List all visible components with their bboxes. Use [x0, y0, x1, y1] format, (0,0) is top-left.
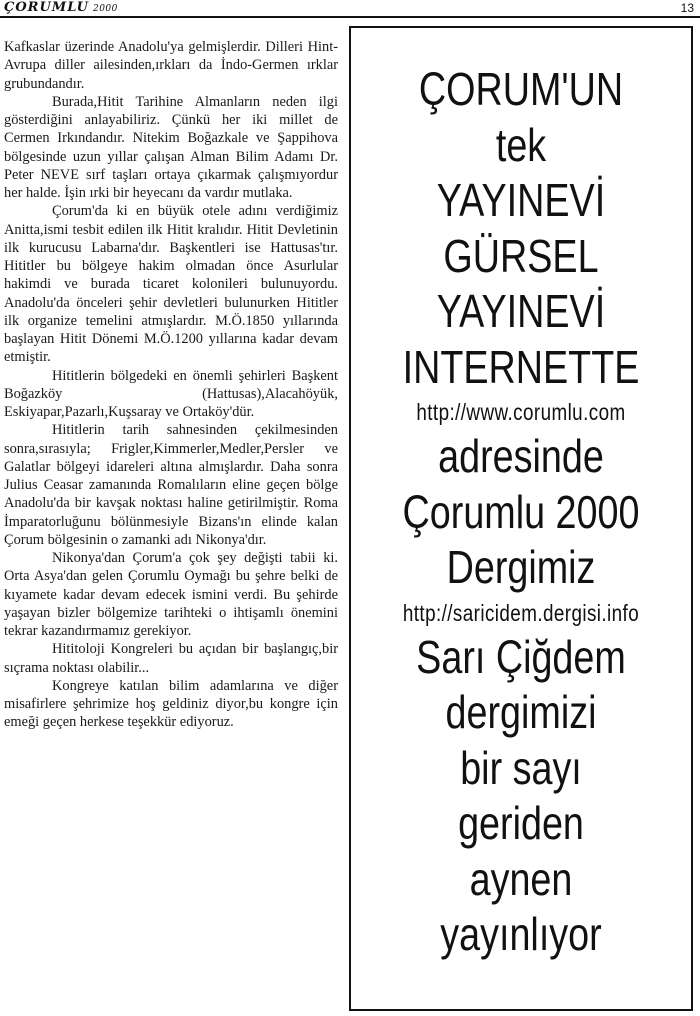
advert-line: adresinde — [438, 430, 604, 482]
advert-content — [351, 62, 691, 963]
article-paragraph: Kongreye katılan bilim adamlarına ve diğer misafirlere şehrimize hoş geldiniz diyor,bu kongre için emeği geçen herkese teşekkür ediyoruz. — [4, 677, 338, 731]
page-number: 13 — [680, 1, 694, 15]
advert-line: tek — [495, 118, 547, 171]
advert-heading: ÇORUM'UN — [418, 63, 624, 115]
advert-url-saricidem: http://saricidem.dergisi.info — [402, 599, 640, 626]
advert-line: YAYINEVİ — [436, 285, 606, 337]
advert-line: YAYINEVİ — [436, 174, 606, 226]
article-paragraph: Çorum'da ki en büyük otele adını verdiğimiz Anitta,ismi tesbit edilen ilk Hitit kralıdır. Hitit Devletinin ilk kurucusu Labarna'dır. Başkentleri ise Hattusas'tır. Hititler bu bölgeye hakim olmadan önce Asurlular hakimdi ve burada ticaret kolonileri bulunuyordu. Anadolu'da önceleri şehir devletleri bulunurken Hititler ilk organize temelini atmışlardır. M.Ö.1850 yıllarında başlayan Hitit Dönemi M.Ö.1200 yıllarına kadar devam etmiştir. — [4, 203, 338, 366]
magazine-year: 2000 — [92, 4, 118, 14]
advert-line: Çorumlu 2000 — [402, 485, 640, 538]
article-paragraph: Burada,Hitit Tarihine Almanların neden ilgi gösterdiğini anlayabiliriz. Çünkü her iki millet de Cermen Irkındandır. Nitekim Boğazkale ve Şappihova bölgesinde uzun yıllar çalışan Alman Bilim Adamı Dr. Peter NEVE sırf taşları ortaya çıkarmak çalışmıyordur her halde. İşin ırki bir heyecanı da vardır mutlaka. — [4, 93, 338, 201]
advert-line: dergimizi — [445, 686, 597, 738]
advert-url-corumlu: http://www.corumlu.com — [416, 399, 626, 425]
advert-line: Dergimiz — [446, 541, 596, 593]
advert-line: GÜRSEL — [443, 229, 599, 282]
advert-line: INTERNETTE — [402, 340, 640, 393]
article-paragraph: Nikonya'dan Çorum'a çok şey değişti tabii ki. Orta Asya'dan gelen Çorumlu Oymağı bu şehre belki de kıyamete kadar devam edecek ismini verdi. Bu şehirde yaşayan bizler bölgemize tarihteki o ihtişamlı önemini tekrar kazandırmamız gerekiyor. — [4, 550, 338, 639]
article-paragraph: Hititoloji Kongreleri bu açıdan bir başlangıç,bir sıçrama noktası olabilir... — [4, 641, 338, 676]
advert-line: yayınlıyor — [440, 908, 602, 960]
header-divider — [0, 16, 700, 18]
page-header — [0, 0, 700, 20]
advert-box — [349, 26, 693, 1011]
advert-line: geriden — [458, 797, 584, 849]
advert-line: Sarı Çiğdem — [416, 630, 626, 683]
magazine-title: ÇORUMLU 2000 — [4, 0, 118, 15]
article-column — [4, 38, 338, 732]
advert-line: bir sayı — [460, 741, 582, 794]
article-paragraph: Hititlerin tarih sahnesinden çekilmesinden sonra,sırasıyla; Frigler,Kimmerler,Medler,Persler ve Galatlar bölgeyi idareleri altına almışlardır. Daha sonra Julius Ceasar zamanında Romalıların eline geçen bölge Anadolu'da bir kavşak noktası haline getirilmiştir. Roma İmparatorluğunu bölünmesiyle Bizans'ın elinde kalan Çorum bölgesinin o zamanki adı Nikonya'dır. — [4, 422, 338, 548]
article-paragraph: Hititlerin bölgedeki en önemli şehirleri Başkent Boğazköy (Hattusas),Alacahöyük, Eskiyapar,Pazarlı,Kuşsaray ve Ortaköy'dür. — [4, 367, 338, 420]
advert-line: aynen — [469, 852, 573, 905]
article-paragraph: Kafkaslar üzerinde Anadolu'ya gelmişlerdir. Dilleri Hint-Avrupa diller ailesinden,ırkları da İndo-Germen ırklar grubundandır. — [4, 39, 338, 92]
